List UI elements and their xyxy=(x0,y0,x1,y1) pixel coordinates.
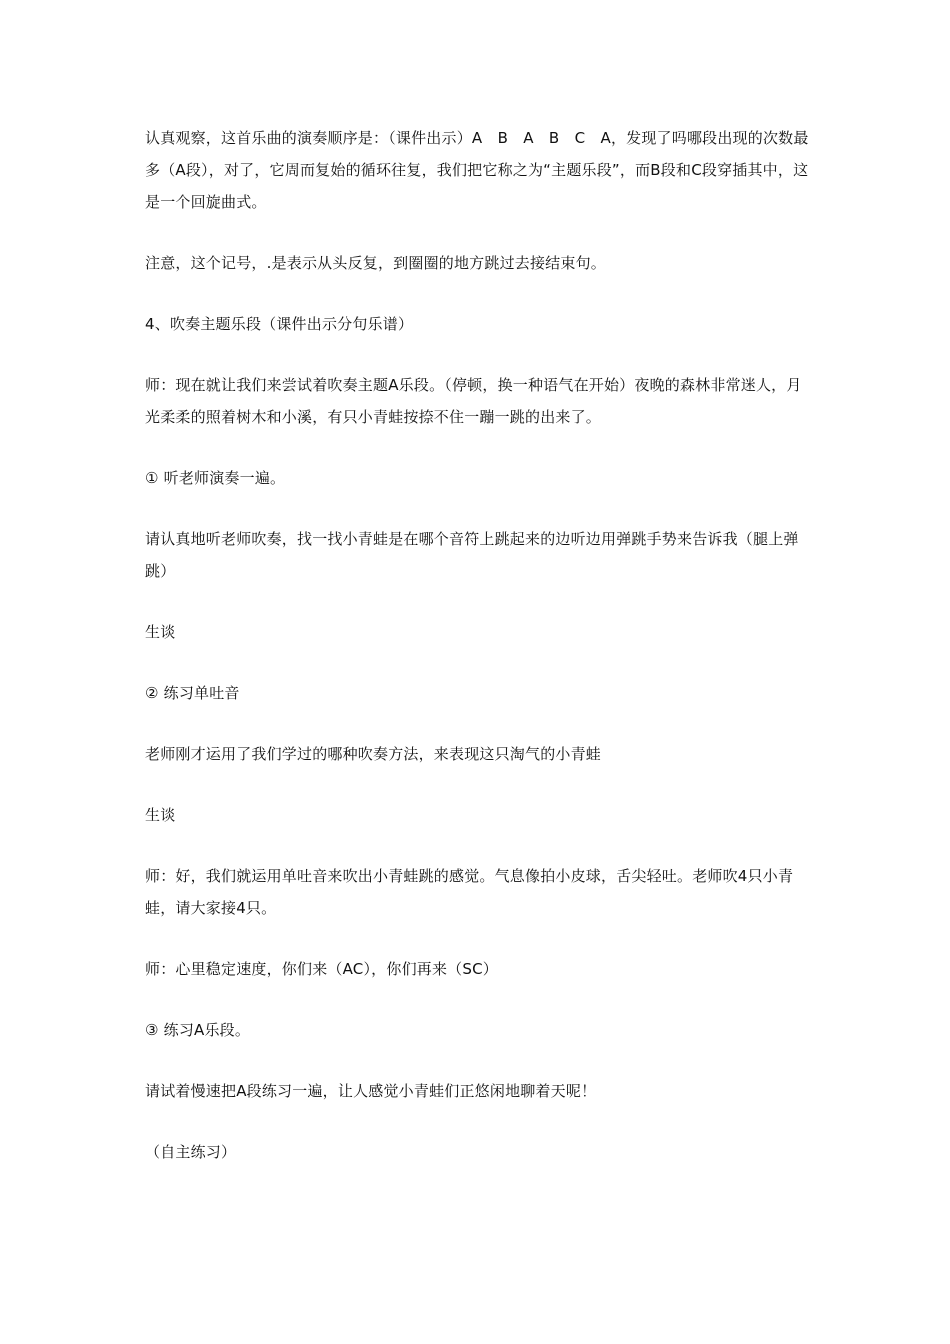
paragraph-student-talk-2: 生谈 xyxy=(145,806,176,824)
paragraph-step-1: ① 听老师演奏一遍。 xyxy=(145,469,286,487)
paragraph-listen-instruction: 请认真地听老师吹奏，找一找小青蛙是在哪个音符上跳起来的边听边用弹跳手势来告诉我（腿上弹跳） xyxy=(145,530,799,580)
paragraph-student-talk-1: 生谈 xyxy=(145,623,176,641)
paragraph-repeat-sign-note: 注意，这个记号，.是表示从头反复，到圈圈的地方跳过去接结束句。 xyxy=(145,254,606,272)
paragraph-technique-question: 老师刚才运用了我们学过的哪种吹奏方法，来表现这只淘气的小青蛙 xyxy=(145,745,602,763)
paragraph-performance-order: 认真观察，这首乐曲的演奏顺序是：（课件出示）A B A B C A，发现了吗哪段出现的次数最多（A段），对了，它周而复始的循环往复，我们把它称之为“主题乐段”，而B段和C段穿插其中，这是一个回旋曲式。 xyxy=(145,129,809,211)
paragraph-step-3: ③ 练习A乐段。 xyxy=(145,1021,251,1039)
paragraph-slow-practice: 请试着慢速把A段练习一遍，让人感觉小青蛙们正悠闲地聊着天呢！ xyxy=(145,1082,597,1100)
paragraph-teacher-intro: 师：现在就让我们来尝试着吹奏主题A乐段。（停顿，换一种语气在开始）夜晚的森林非常迷人，月光柔柔的照着树木和小溪，有只小青蛙按捺不住一蹦一跳的出来了。 xyxy=(145,376,802,426)
paragraph-section-heading: 4、吹奏主题乐段（课件出示分句乐谱） xyxy=(145,315,414,333)
document-body xyxy=(145,122,810,1168)
paragraph-teacher-tonguing: 师：好，我们就运用单吐音来吹出小青蛙跳的感觉。气息像拍小皮球，舌尖轻吐。老师吹4只小青蛙，请大家接4只。 xyxy=(145,867,794,917)
paragraph-teacher-tempo: 师：心里稳定速度，你们来（AC），你们再来（SC） xyxy=(145,960,498,978)
paragraph-step-2: ② 练习单吐音 xyxy=(145,684,240,702)
paragraph-self-practice: （自主练习） xyxy=(145,1143,237,1161)
